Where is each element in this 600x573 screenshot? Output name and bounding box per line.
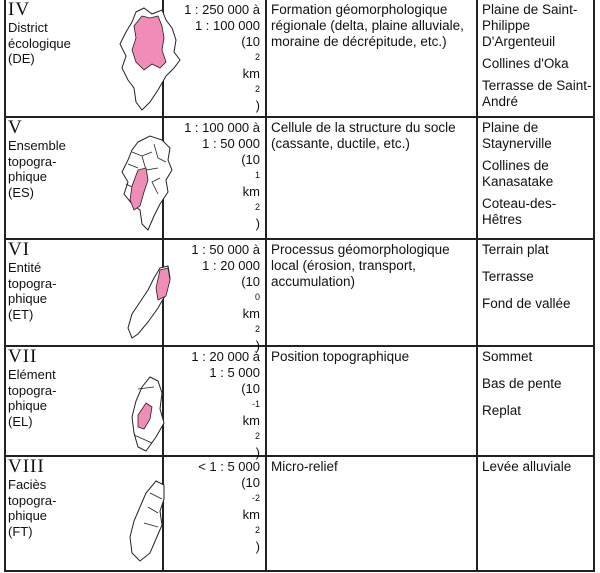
scale-cell [166, 2, 260, 114]
table-row [6, 457, 593, 570]
scale-cell [166, 120, 260, 232]
examples-cell [482, 2, 592, 110]
example-item: Plaine de Saint-Philippe D'Argenteuil [482, 2, 578, 49]
example-item: Plaine de Staynerville [482, 120, 552, 151]
scale-line: 1 : 20 000 à [191, 349, 260, 364]
scale-line: 1 : 50 000 à [191, 242, 260, 257]
level-roman: VIII [8, 456, 45, 477]
level-label [8, 0, 71, 67]
level-name-line: Ensemble [8, 138, 66, 153]
level-roman: VII [8, 346, 38, 367]
area-value: (10 -1 km 2 ) [241, 381, 260, 460]
level-name-line: Faciès [8, 477, 47, 492]
level-name-line: (EL) [8, 413, 33, 429]
description-cell: Position topographique [271, 349, 410, 364]
level-name-line: topogra- [8, 275, 57, 291]
scale-line: < 1 : 5 000 [198, 459, 260, 474]
level-name-line: topogra- [8, 153, 57, 169]
table-row [6, 118, 593, 240]
examples-cell [482, 120, 592, 228]
scale-cell [166, 349, 260, 461]
description-cell: Formation géomorphologique régionale (delta, plaine alluviale, moraine de décrépitude, etc.) [271, 2, 464, 49]
scale-line: 1 : 50 000 [202, 136, 260, 151]
level-name-line: District [8, 20, 48, 35]
level-name-line: (DE) [8, 51, 35, 66]
table-row [6, 0, 593, 118]
level-name-line: topogra- [8, 382, 57, 398]
table-row [6, 346, 593, 460]
example-item: Coteau-des-Hêtres [482, 196, 557, 227]
level-roman: V [8, 117, 23, 138]
level-label [8, 347, 56, 429]
example-item: Sommet [482, 349, 533, 364]
level-name-line: (ET) [8, 306, 34, 322]
example-item: Fond de vallée [482, 296, 571, 311]
description-cell: Micro-relief [271, 459, 338, 474]
scale-line: 1 : 100 000 [194, 18, 260, 33]
examples-cell [482, 459, 592, 475]
level-name-line: phique [8, 508, 48, 523]
level-name-line: phique [8, 169, 48, 184]
level-name-line: (FT) [8, 523, 33, 539]
scale-cell [166, 459, 260, 555]
example-item: Terrasse [482, 269, 534, 284]
example-item: Collines d'Oka [482, 56, 569, 71]
level-roman: VI [8, 239, 31, 260]
example-item: Terrain plat [482, 242, 549, 257]
area-value: (10 -2 km 2 ) [241, 475, 260, 554]
example-item: Replat [482, 403, 522, 418]
examples-cell [482, 349, 592, 419]
level-name-line: Entité [8, 260, 42, 275]
area-value: (10 2 km 2 ) [241, 34, 260, 113]
example-item: Collines de Kanasatake [482, 158, 554, 189]
level-name-line: (ES) [8, 184, 34, 200]
examples-cell [482, 242, 592, 312]
classification-table [4, 0, 595, 572]
example-item: Terrasse de Saint-André [482, 78, 592, 109]
scale-line: 1 : 20 000 [202, 258, 260, 273]
area-value: (10 1 km 2 ) [241, 152, 260, 231]
scale-line: 1 : 5 000 [209, 365, 260, 380]
level-name-line: topogra- [8, 492, 57, 508]
level-label [8, 240, 56, 322]
description-cell: Processus géomorphologique local (érosion, transport, accumulation) [271, 242, 450, 289]
description-cell: Cellule de la structure du socle (cassante, ductile, etc.) [271, 120, 456, 151]
level-name-line: phique [8, 398, 48, 413]
table-row [6, 239, 593, 353]
scale-line: 1 : 100 000 à [184, 120, 260, 135]
level-label [8, 457, 56, 539]
scale-line: 1 : 250 000 à [184, 2, 260, 17]
area-value: (10 0 km 2 ) [241, 274, 260, 353]
level-roman: IV [8, 0, 31, 20]
scale-cell [166, 242, 260, 354]
level-name-line: écologique [8, 35, 71, 51]
level-label [8, 118, 66, 200]
level-name-line: phique [8, 291, 48, 306]
example-item: Bas de pente [482, 376, 562, 391]
example-item: Levée alluviale [482, 459, 572, 474]
level-name-line: Elément [8, 367, 56, 382]
